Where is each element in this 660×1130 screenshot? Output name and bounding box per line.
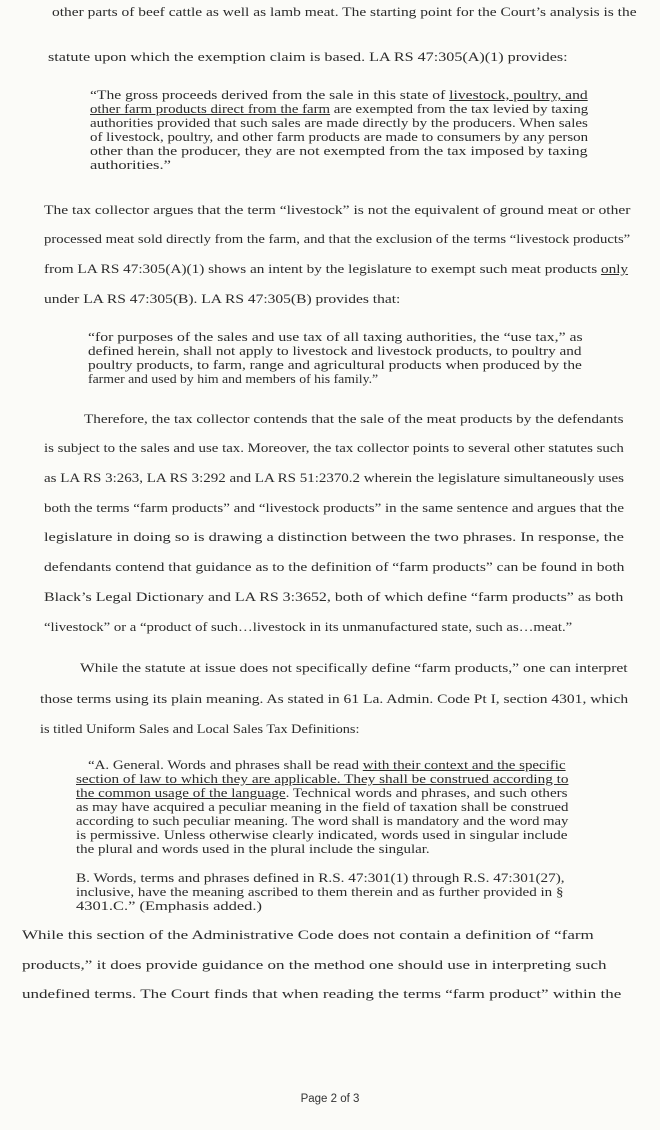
text-line bbox=[76, 899, 262, 914]
text-segment: statute upon which the exemption claim is based. LA RS 47:305(A)(1) provides: bbox=[48, 50, 568, 64]
text-segment: B. Words, terms and phrases defined in R.S. 47:301(1) through R.S. 47:301(27), bbox=[76, 871, 565, 885]
text-line bbox=[44, 471, 624, 486]
text-line bbox=[44, 590, 623, 605]
text-line bbox=[44, 501, 624, 516]
text-segment: is subject to the sales and use tax. Moreover, the tax collector points to several other statutes such bbox=[44, 441, 624, 455]
text-segment: “A. General. Words and phrases shall be read bbox=[88, 758, 363, 772]
text-segment: defined herein, shall not apply to livestock and livestock products, to poultry and bbox=[88, 344, 582, 358]
underlined-text: other farm products direct from the farm bbox=[90, 102, 331, 116]
text-segment: the plural and words used in the plural include the singular. bbox=[76, 842, 430, 856]
text-line bbox=[90, 102, 588, 117]
text-line bbox=[44, 620, 572, 635]
text-line bbox=[52, 5, 637, 20]
text-line bbox=[90, 116, 588, 131]
text-segment: inclusive, have the meaning ascribed to them therein and as further provided in § bbox=[76, 885, 564, 899]
text-segment: “livestock” or a “product of such…livestock in its unmanufactured state, such as…meat.” bbox=[44, 620, 573, 634]
text-segment: “for purposes of the sales and use tax of all taxing authorities, the “use tax,” as bbox=[88, 330, 583, 344]
text-segment: other than the producer, they are not exempted from the tax imposed by taxing bbox=[90, 144, 588, 158]
text-line bbox=[44, 530, 624, 545]
text-segment: from LA RS 47:305(A)(1) shows an intent by the legislature to exempt such meat products bbox=[44, 262, 601, 276]
text-segment: Black’s Legal Dictionary and LA RS 3:3652, both of which define “farm products” as both bbox=[44, 590, 624, 604]
text-line bbox=[88, 330, 583, 345]
underlined-text: section of law to which they are applicable. They shall be construed according to bbox=[76, 772, 569, 786]
text-segment: authorities provided that such sales are made directly by the producers. When sales bbox=[90, 116, 588, 130]
text-line bbox=[44, 262, 628, 277]
text-segment: is titled Uniform Sales and Local Sales Tax Definitions: bbox=[40, 722, 360, 736]
text-line bbox=[22, 928, 594, 943]
text-line bbox=[90, 158, 171, 173]
page-total: 3 bbox=[353, 1093, 360, 1105]
page-number bbox=[0, 1093, 660, 1105]
text-line bbox=[44, 441, 624, 456]
text-line bbox=[76, 786, 568, 801]
text-line bbox=[76, 772, 568, 787]
page-sep: of bbox=[340, 1093, 350, 1105]
page-current: 2 bbox=[330, 1093, 338, 1105]
text-segment: poultry products, to farm, range and agricultural products when produced by the bbox=[88, 358, 582, 372]
text-segment: both the terms “farm products” and “livestock products” in the same sentence and argues that the bbox=[44, 501, 625, 515]
text-segment: “The gross proceeds derived from the sale in this state of bbox=[90, 88, 450, 102]
text-line bbox=[80, 661, 628, 676]
underlined-text: with their context and the specific bbox=[362, 758, 566, 772]
text-line bbox=[48, 50, 568, 65]
text-line bbox=[76, 842, 430, 857]
text-line bbox=[22, 958, 607, 973]
text-line bbox=[76, 828, 568, 843]
text-segment: other parts of beef cattle as well as lamb meat. The starting point for the Court’s analysis is the bbox=[52, 5, 637, 19]
text-segment: . Technical words and phrases, and such others bbox=[285, 786, 568, 800]
text-line bbox=[90, 88, 588, 103]
text-segment: as LA RS 3:263, LA RS 3:292 and LA RS 51:2370.2 wherein the legislature simultaneously uses bbox=[44, 471, 624, 485]
text-segment: processed meat sold directly from the farm, and that the exclusion of the terms “livestock products” bbox=[44, 232, 631, 246]
text-line bbox=[88, 344, 582, 359]
text-segment: 4301.C.” (Emphasis added.) bbox=[76, 899, 262, 913]
text-line bbox=[44, 232, 630, 247]
text-line bbox=[76, 871, 565, 886]
text-segment: are exempted from the tax levied by taxing bbox=[330, 102, 589, 116]
text-segment: While this section of the Administrative Code does not contain a definition of “farm bbox=[22, 928, 594, 942]
text-segment: While the statute at issue does not specifically define “farm products,” one can interpret bbox=[80, 661, 628, 675]
text-segment: according to such peculiar meaning. The word shall is mandatory and the word may bbox=[76, 814, 569, 828]
text-segment: defendants contend that guidance as to the definition of “farm products” can be found in both bbox=[44, 560, 625, 574]
text-line bbox=[88, 372, 378, 387]
text-line bbox=[76, 885, 564, 900]
text-segment: products,” it does provide guidance on the method one should use in interpreting such bbox=[22, 958, 607, 972]
text-line bbox=[44, 292, 400, 307]
text-line bbox=[76, 800, 568, 815]
text-segment: authorities.” bbox=[90, 158, 171, 172]
underlined-text: the common usage of the language bbox=[76, 786, 286, 800]
text-segment: as may have acquired a peculiar meaning in the field of taxation shall be construed bbox=[76, 800, 569, 814]
text-line bbox=[90, 130, 588, 145]
text-line bbox=[90, 144, 588, 159]
text-segment: Therefore, the tax collector contends that the sale of the meat products by the defendants bbox=[84, 412, 624, 426]
text-segment: those terms using its plain meaning. As stated in 61 La. Admin. Code Pt I, section 4301, which bbox=[40, 692, 629, 706]
text-segment: undefined terms. The Court finds that when reading the terms “farm product” within the bbox=[22, 987, 622, 1001]
text-line bbox=[40, 692, 628, 707]
text-segment: under LA RS 47:305(B). LA RS 47:305(B) provides that: bbox=[44, 292, 401, 306]
text-segment: The tax collector argues that the term “livestock” is not the equivalent of ground meat or other bbox=[44, 203, 631, 217]
underlined-text: livestock, poultry, and bbox=[449, 88, 588, 102]
text-line bbox=[44, 203, 630, 218]
text-segment: of livestock, poultry, and other farm products are made to consumers by any person bbox=[90, 130, 589, 144]
page-label: Page bbox=[300, 1093, 328, 1105]
text-segment: legislature in doing so is drawing a distinction between the two phrases. In response, the bbox=[44, 530, 624, 544]
text-line bbox=[44, 560, 624, 575]
text-segment: is permissive. Unless otherwise clearly indicated, words used in singular include bbox=[76, 828, 568, 842]
underlined-text: only bbox=[600, 262, 629, 276]
text-line bbox=[88, 758, 566, 773]
text-line bbox=[40, 722, 359, 737]
text-segment: farmer and used by him and members of his family.” bbox=[88, 372, 379, 386]
text-line bbox=[76, 814, 568, 829]
text-line bbox=[22, 987, 621, 1002]
text-line bbox=[84, 412, 623, 427]
text-line bbox=[88, 358, 582, 373]
